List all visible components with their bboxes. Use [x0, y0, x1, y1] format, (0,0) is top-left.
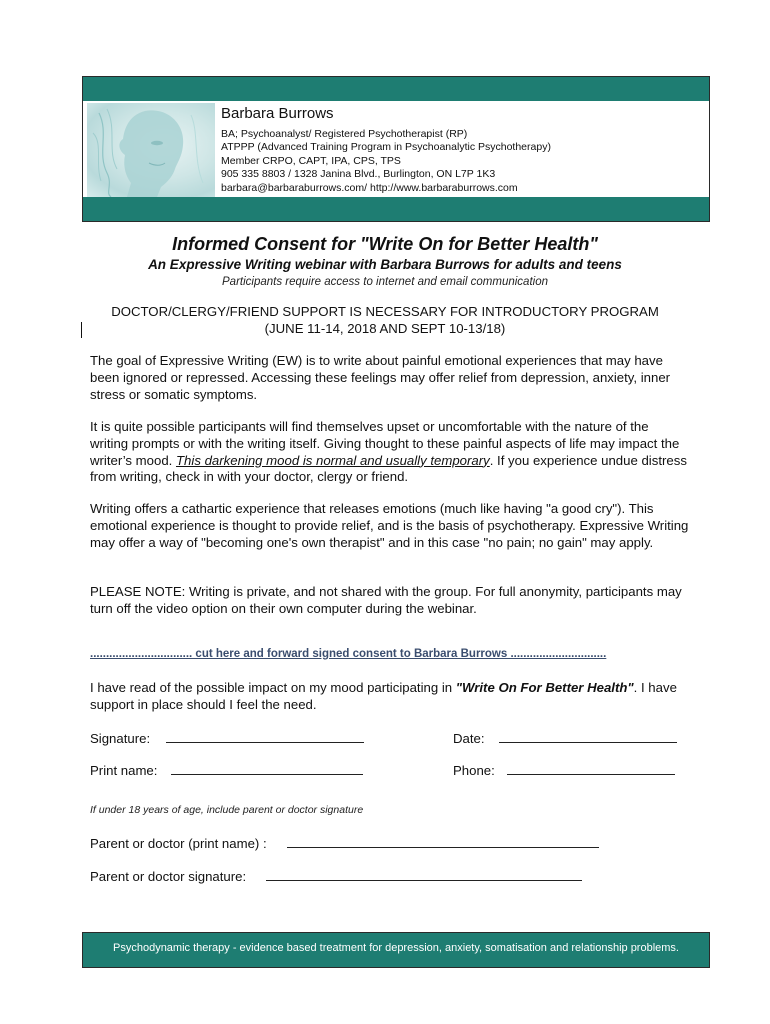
footer-tagline: Psychodynamic therapy - evidence based treatment for depression, anxiety, somatisation and relationship problems.: [113, 942, 679, 954]
print-name-field[interactable]: [90, 761, 363, 778]
signature-field[interactable]: [90, 729, 364, 746]
under-18-note: If under 18 years of age, include parent or doctor signature: [90, 804, 364, 816]
email-website-line: barbara@barbaraburrows.com/ http://www.barbaraburrows.com: [221, 181, 518, 194]
parent-signature-field[interactable]: [90, 867, 582, 884]
participants-note: Participants require access to internet and email communication: [222, 276, 548, 288]
agreement-statement: [90, 679, 690, 713]
parent-name-field[interactable]: [90, 834, 599, 851]
phone-address-line: 905 335 8803 / 1328 Janina Blvd., Burlington, ON L7P 1K3: [221, 168, 496, 181]
parent-name-blank[interactable]: [287, 834, 599, 848]
letterhead-contact: [221, 105, 551, 195]
footer-band: [82, 932, 710, 968]
paragraph-cathartic: Writing offers a cathartic experience that releases emotions (much like having "a good cry"). This emotional experience is thought to provide relief, and is the basis of psychotherapy. Expressive Writing may offer a way of "becoming one's own therapist" and in this case "no pain; no gain" may apply.: [90, 501, 689, 550]
paragraph-note: PLEASE NOTE: Writing is private, and not shared with the group. For full anonymity, participants may turn off the video option on their own computer during the webinar.: [90, 584, 682, 616]
paragraph-goal: The goal of Expressive Writing (EW) is to write about painful emotional experiences that may have been ignored or repressed. Accessing these feelings may offer relief from depression, anxiety, inner stress or somatic symptoms.: [90, 353, 671, 402]
signature-label: Signature:: [90, 731, 151, 746]
credentials-line: BA; Psychoanalyst/ Registered Psychotherapist (RP): [221, 128, 468, 140]
letterhead-top-band: [83, 77, 709, 101]
date-blank[interactable]: [499, 729, 677, 743]
signature-blank[interactable]: [166, 729, 364, 743]
paragraph-mood-end: . If you experience undue distress from writing, check in with your doctor, clergy or friend.: [90, 452, 687, 485]
text-cursor: [81, 322, 82, 338]
membership-line: Member CRPO, CAPT, IPA, CPS, TPS: [221, 154, 401, 167]
darkening-mood-emphasis: This darkening mood is normal and usually temporary: [176, 452, 490, 468]
support-requirement: [0, 304, 770, 337]
letterhead: [82, 76, 710, 222]
agreement-text-end: . I have support in place should I feel the need.: [90, 680, 677, 712]
support-line-2: (JUNE 11-14, 2018 AND SEPT 10-13/18): [264, 320, 506, 336]
date-label: Date:: [453, 731, 485, 746]
face-illustration: [87, 103, 215, 197]
print-name-label: Print name:: [90, 763, 158, 778]
date-field[interactable]: [453, 729, 677, 746]
document-title: Informed Consent for "Write On for Better Health": [172, 234, 598, 254]
paragraph-mood: [90, 419, 690, 486]
support-line-1: DOCTOR/CLERGY/FRIEND SUPPORT IS NECESSARY FOR INTRODUCTORY PROGRAM: [111, 304, 659, 319]
paragraph-mood-text: It is quite possible participants will find themselves upset or uncomfortable with the nature of the writing prompts or with the writing itself. Giving thought to these painful aspects of life may impact the writer’s mood.: [90, 419, 680, 468]
phone-label: Phone:: [453, 763, 495, 778]
document-subtitle: An Expressive Writing webinar with Barbara Burrows for adults and teens: [148, 257, 622, 272]
letterhead-bottom-band: [83, 197, 709, 221]
program-name-emphasis: "Write On For Better Health": [455, 680, 634, 695]
practitioner-name: Barbara Burrows: [221, 105, 334, 122]
agreement-text: I have read of the possible impact on my mood participating in: [90, 680, 456, 695]
parent-signature-label: Parent or doctor signature:: [90, 869, 247, 884]
phone-blank[interactable]: [507, 761, 675, 775]
parent-signature-blank[interactable]: [266, 867, 582, 881]
phone-field[interactable]: [453, 761, 675, 778]
parent-name-label: Parent or doctor (print name) :: [90, 836, 267, 851]
cut-here-line: ................................ cut here and forward signed consent to Barbara Burrows ..............................: [90, 648, 607, 660]
training-line: ATPPP (Advanced Training Program in Psychoanalytic Psychotherapy): [221, 141, 551, 154]
print-name-blank[interactable]: [171, 761, 363, 775]
